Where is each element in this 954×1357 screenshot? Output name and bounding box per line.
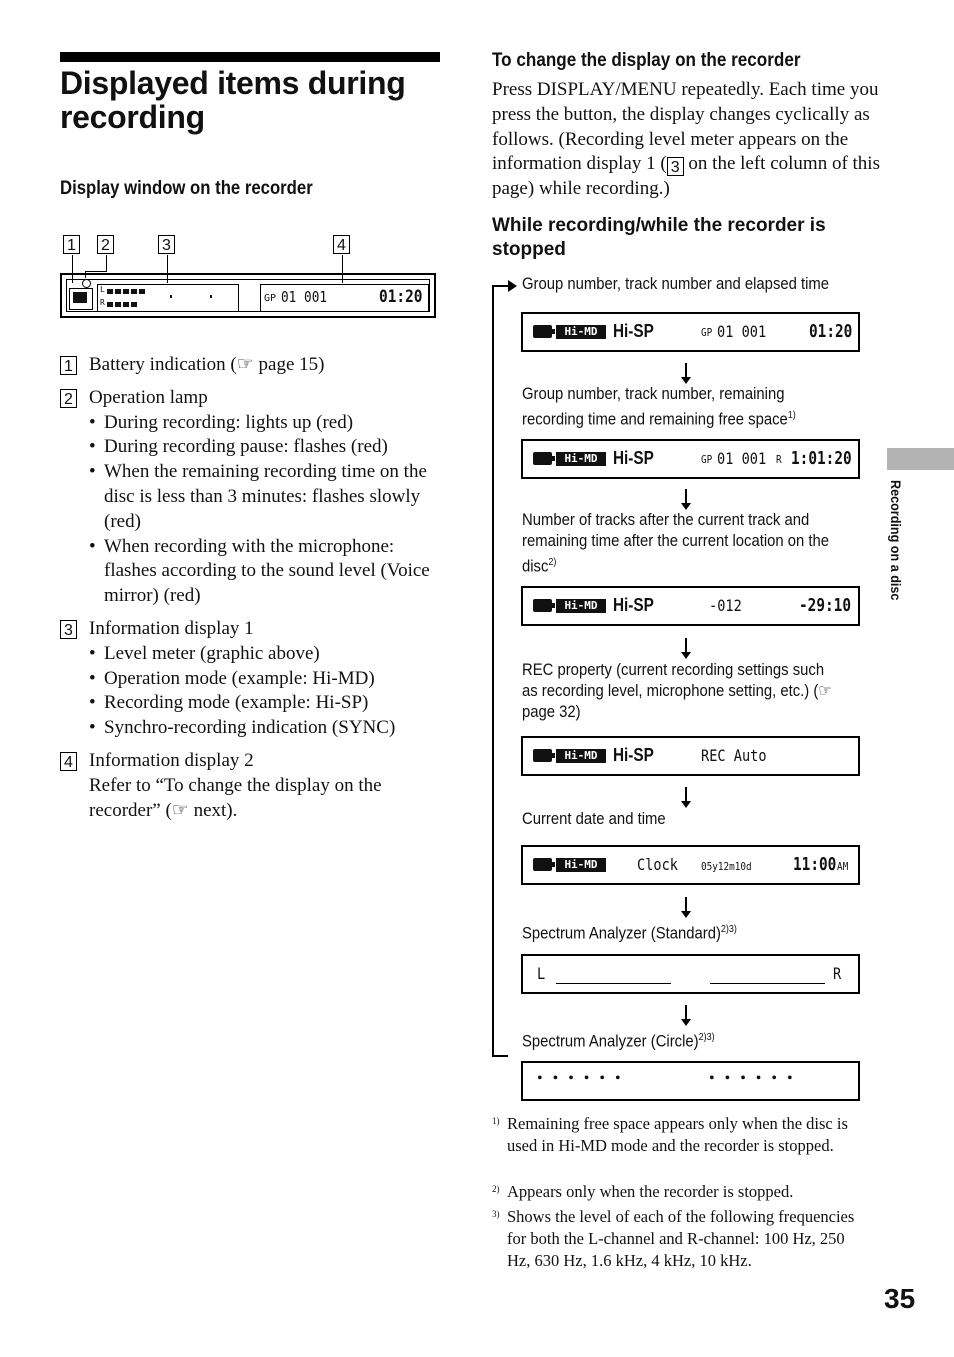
- lcd-display: Hi-MD Hi-SP GP 01 001 01:20: [521, 312, 860, 352]
- section-tab: [887, 448, 954, 470]
- title-rule: [60, 52, 440, 62]
- down-arrow-icon: [680, 897, 692, 919]
- down-arrow-icon: [680, 489, 692, 511]
- cycle-arrow-icon: [508, 280, 517, 292]
- battery-icon: [533, 452, 552, 465]
- down-arrow-icon: [680, 638, 692, 660]
- page-number: 35: [884, 1283, 916, 1314]
- display-window-heading: Display window on the recorder: [60, 178, 313, 199]
- spectrum-bar-left: [556, 983, 671, 984]
- hi-md-badge: Hi-MD: [556, 325, 606, 339]
- intro-paragraph: Press DISPLAY/MENU repeatedly. Each time you press the button, the display changes cyclically as follows. (Recording level meter appears on the information display 1 ( 3 on the left column of this page) while recording.): [492, 79, 880, 200]
- lcd-display: Hi-MD Hi-SP REC Auto: [521, 736, 860, 776]
- battery-icon: [533, 749, 552, 762]
- flow-label: REC property (current recording settings such as recording level, microphone setting, etc.) (☞ page 32): [522, 661, 832, 721]
- down-arrow-icon: [680, 1005, 692, 1027]
- battery-icon: [73, 292, 87, 303]
- section-heading: To change the display on the recorder: [492, 50, 801, 71]
- callout-line: [85, 271, 107, 272]
- lcd-display: Hi-MD Hi-SP -012 -29:10: [521, 586, 860, 626]
- battery-icon: [533, 858, 552, 871]
- down-arrow-icon: [680, 787, 692, 809]
- hi-md-badge: Hi-MD: [556, 452, 606, 466]
- battery-icon: [533, 599, 552, 612]
- flow-label: Current date and time: [522, 810, 666, 828]
- footnote: 2) Appears only when the recorder is stopped.: [492, 1182, 794, 1201]
- section-tab-label: Recording on a disc: [888, 480, 904, 601]
- callout-1: 1: [63, 235, 80, 255]
- cycle-line: [492, 1055, 508, 1057]
- flow-label: Group number, track number and elapsed time: [522, 275, 830, 293]
- spectrum-bar-right: [710, 983, 825, 984]
- info-display-2: GP 01 001 01:20: [260, 284, 429, 312]
- hi-md-badge: Hi-MD: [556, 749, 606, 763]
- pointing-hand-icon: ☞: [236, 354, 254, 375]
- battery-icon: [533, 325, 552, 338]
- flow-label: Spectrum Analyzer (Circle)$^{2)3)}$: [522, 1032, 715, 1051]
- operation-lamp-icon: [82, 279, 91, 288]
- callout-4: 4: [333, 235, 350, 255]
- list-item: 4 Information display 2 Refer to “To change the display on the recorder” (☞ next).: [60, 749, 440, 823]
- list-item: 1 Battery indication (☞ page 15): [60, 353, 440, 378]
- item-list: [60, 353, 440, 831]
- lcd-display: L R: [521, 954, 860, 994]
- list-item: 3 Information display 1 • Level meter (graphic above) • Operation mode (example: Hi-MD) • Recording mode (example: Hi-SP) • Synchro-recording indication (SYNC): [60, 617, 440, 741]
- flow-label: Number of tracks after the current track and remaining time after the current location on the disc$^{2)}$: [522, 511, 830, 576]
- recorder-display: [60, 273, 436, 318]
- footnote: 1) Remaining free space appears only when the disc is used in Hi-MD mode and the recorder is stopped.: [492, 1114, 848, 1155]
- subheading: While recording/while the recorder is stopped: [492, 215, 826, 260]
- lcd-display: • • • • • • • • • • • •: [521, 1061, 860, 1101]
- callout-line: [106, 255, 107, 272]
- lcd-display: Hi-MD Clock 05y12m10d 11:00 AM: [521, 845, 860, 885]
- list-item: 2 Operation lamp • During recording: lights up (red) • During recording pause: flashes (red) • When the remaining recording time on the disc is less than 3 minutes: flashes slowly (red) • When recording with the microphone: flashes according to the sound level (Voice mirror) (red): [60, 386, 440, 609]
- pointing-hand-icon: ☞: [171, 799, 189, 821]
- footnote: 3) Shows the level of each of the following frequencies for both the L-channel and R-channel: 100 Hz, 250 Hz, 630 Hz, 1.6 kHz, 4 kHz, 10 kHz.: [492, 1207, 855, 1270]
- callout-3: 3: [158, 235, 175, 255]
- lcd-display: Hi-MD Hi-SP GP 01 001 R 1:01:20: [521, 439, 860, 479]
- callout-2: 2: [97, 235, 114, 255]
- flow-label: Group number, track number, remaining recording time and remaining free space$^{1)}$: [522, 385, 796, 429]
- page-title: Displayed items during recording: [60, 65, 406, 135]
- hi-md-badge: Hi-MD: [556, 599, 606, 613]
- pointing-hand-icon: ☞: [818, 682, 832, 700]
- level-meter: L R: [97, 284, 239, 312]
- cycle-line: [492, 285, 494, 1055]
- hi-md-badge: Hi-MD: [556, 858, 606, 872]
- flow-label: Spectrum Analyzer (Standard)$^{2)3)}$: [522, 924, 737, 943]
- down-arrow-icon: [680, 363, 692, 385]
